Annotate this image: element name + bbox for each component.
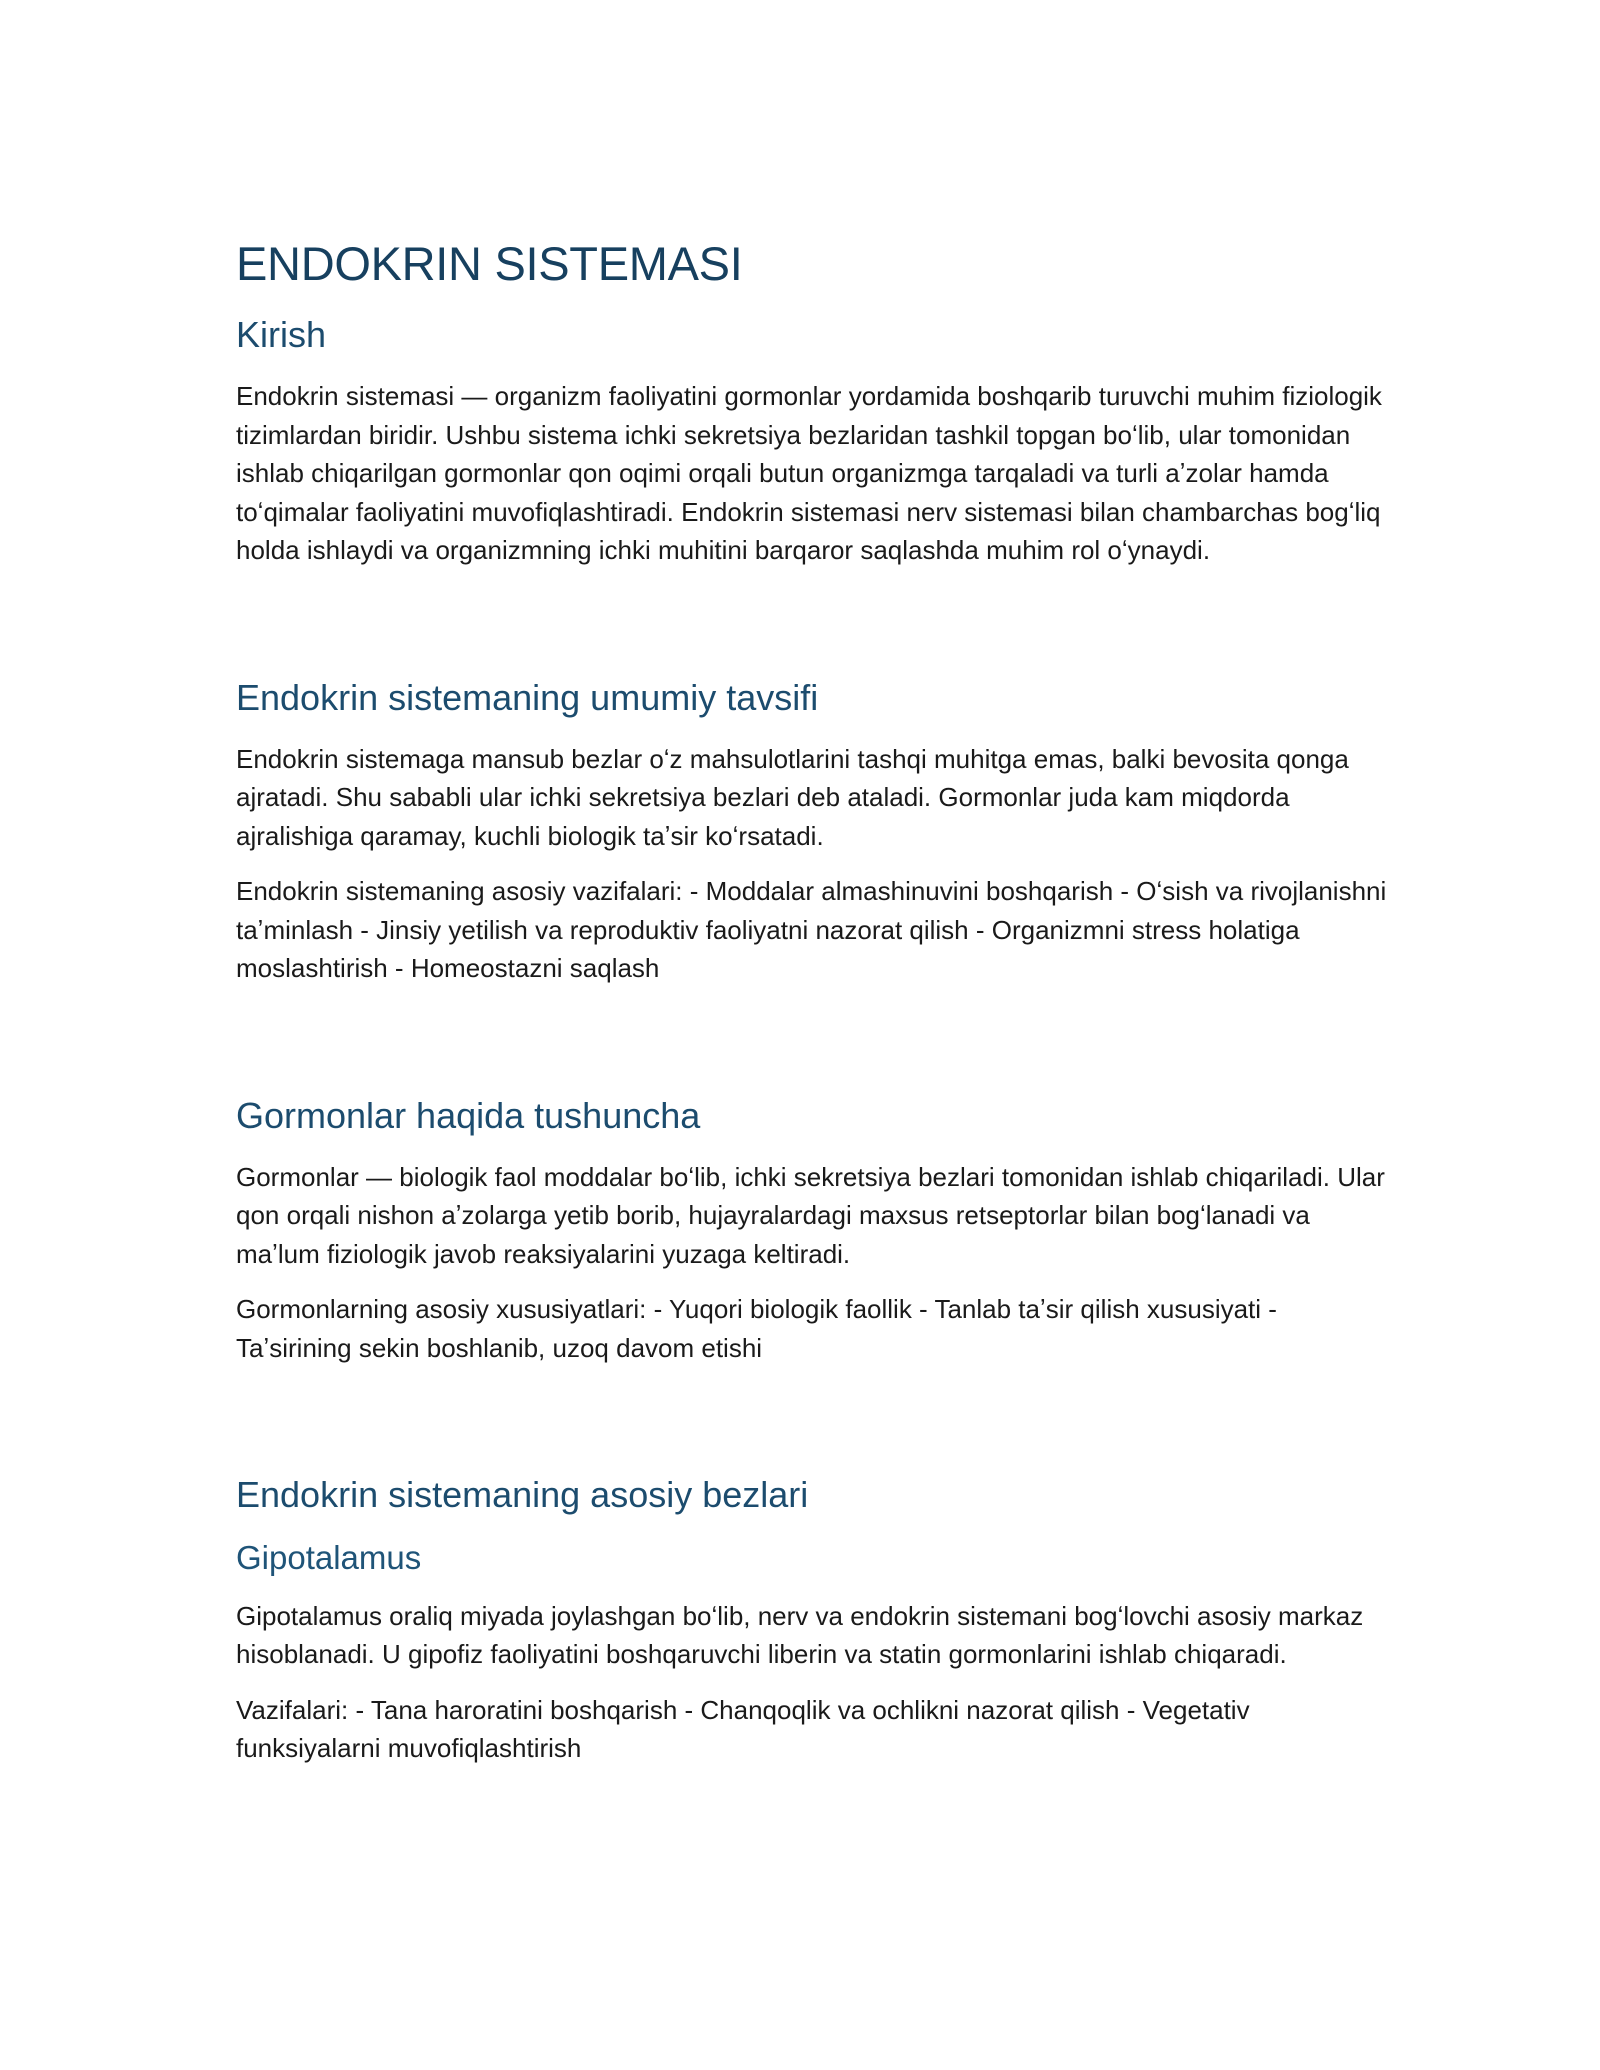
document-page bbox=[236, 236, 1396, 1785]
paragraph: Vazifalari: - Tana haroratini boshqarish - Chanqoqlik va ochlikni nazorat qilish - Vegetativ funksiyalarni muvofiqlashtirish bbox=[236, 1694, 1250, 1764]
paragraph: Endokrin sistemasi — organizm faoliyatini gormonlar yordamida boshqarib turuvchi muhim fiziologik tizimlardan biridir. Ushbu sistema ichki sekretsiya bezlaridan tashkil topgan boʻlib, ular tomonidan ishlab chiqarilgan gormonlar qon oqimi orqali butun organizmga tarqaladi va turli aʼzolar hamda toʻqimalar faoliyatini muvofiqlashtiradi. Endokrin sistemasi nerv sistemasi bilan chambarchas bogʻliq holda ishlaydi va organizmning ichki muhitini barqaror saqlashda muhim rol oʻynaydi. bbox=[236, 381, 1382, 566]
spacer bbox=[236, 1384, 1396, 1472]
section-kirish bbox=[236, 312, 1396, 570]
paragraph: Gipotalamus oraliq miyada joylashgan boʻlib, nerv va endokrin sistemani bogʻlovchi asosiy markaz hisoblanadi. U gipofiz faoliyatini boshqaruvchi liberin va statin gormonlarini ishlab chiqaradi. bbox=[236, 1600, 1364, 1670]
subsection-heading: Gipotalamus bbox=[236, 1539, 422, 1577]
paragraph: Endokrin sistemaga mansub bezlar oʻz mahsulotlarini tashqi muhitga emas, balki bevosita qonga ajratadi. Shu sababli ular ichki sekretsiya bezlari deb ataladi. Gormonlar juda kam miqdorda ajralishiga qaramay, kuchli biologik taʼsir koʻrsatadi. bbox=[236, 743, 1349, 851]
paragraph: Endokrin sistemaning asosiy vazifalari: - Moddalar almashinuvini boshqarish - Oʻsish va rivojlanishni taʼminlash - Jinsiy yetilish va reproduktiv faoliyatni nazorat qilish - Organizmni stress holatiga moslashtirish - Homeostazni saqlash bbox=[236, 876, 1387, 984]
section-heading: Kirish bbox=[236, 314, 327, 356]
section-heading: Endokrin sistemaning asosiy bezlari bbox=[236, 1474, 809, 1516]
section-asosiy-bezlar bbox=[236, 1472, 1396, 1767]
paragraph: Gormonlar — biologik faol moddalar boʻlib, ichki sekretsiya bezlari tomonidan ishlab chiqariladi. Ular qon orqali nishon aʼzolarga yetib borib, hujayralardagi maxsus retseptorlar bilan bogʻlanadi va maʼlum fiziologik javob reaksiyalarini yuzaga keltiradi. bbox=[236, 1161, 1385, 1269]
section-heading: Endokrin sistemaning umumiy tavsifi bbox=[236, 676, 819, 718]
section-gormonlar bbox=[236, 1093, 1396, 1368]
paragraph: Gormonlarning asosiy xususiyatlari: - Yuqori biologik faollik - Tanlab taʼsir qilish xususiyati - Taʼsirining sekin boshlanib, uzoq davom etishi bbox=[236, 1294, 1277, 1363]
section-umumiy-tavsif bbox=[236, 675, 1396, 988]
section-heading: Gormonlar haqida tushuncha bbox=[236, 1094, 701, 1136]
spacer bbox=[236, 1005, 1396, 1093]
document-title: ENDOKRIN SISTEMASI bbox=[236, 237, 743, 290]
spacer bbox=[236, 587, 1396, 675]
